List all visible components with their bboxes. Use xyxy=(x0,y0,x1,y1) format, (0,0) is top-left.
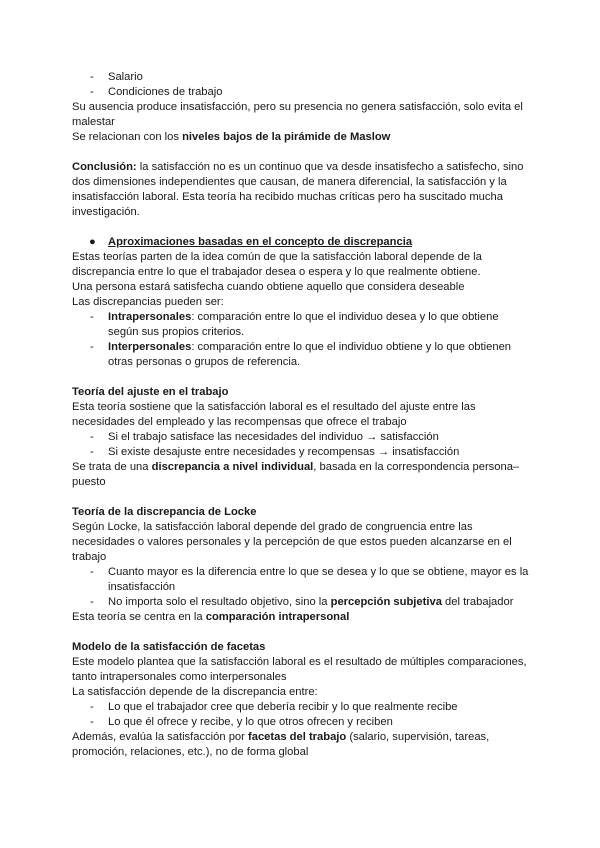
list-item xyxy=(72,445,532,460)
section-title: Modelo de la satisfacción de facetas xyxy=(72,641,266,653)
bold-text: niveles bajos de la pirámide de Maslow xyxy=(182,131,391,143)
list-item xyxy=(72,700,532,715)
dash-bullet: - xyxy=(90,701,94,713)
bullet-dot-icon: ● xyxy=(89,236,96,248)
paragraph xyxy=(72,610,532,625)
list-item-text: Condiciones de trabajo xyxy=(108,86,223,98)
dash-bullet: - xyxy=(90,341,94,353)
list-item-text: : comparación entre lo que el individuo desea y lo que obtiene según sus propios criterios. xyxy=(108,311,499,338)
bold-text: comparación intrapersonal xyxy=(205,611,350,623)
list-item xyxy=(72,430,532,445)
list-item xyxy=(72,310,532,340)
paragraph: Estas teorías parten de la idea común de que la satisfacción laboral depende de la discrepancia entre lo que el trabajador desea o espera y lo que realmente obtiene. xyxy=(72,251,482,278)
paragraph: Esta teoría sostiene que la satisfacción laboral es el resultado del ajuste entre las necesidades del empleado y las recompensas que ofrece el trabajo xyxy=(72,401,476,428)
paragraph: Una persona estará satisfecha cuando obtiene aquello que considera deseable xyxy=(72,281,465,293)
bold-text: percepción subjetiva xyxy=(330,596,442,608)
list-item-text: No importa solo el resultado objetivo, sino la xyxy=(108,596,331,608)
section-heading-text: Aproximaciones basadas en el concepto de discrepancia xyxy=(108,236,413,248)
dash-bullet: - xyxy=(90,71,94,83)
dash-bullet: - xyxy=(90,596,94,608)
dash-bullet: - xyxy=(90,446,94,458)
list-item xyxy=(72,85,532,100)
dash-bullet: - xyxy=(90,86,94,98)
conclusion-label: Conclusión: xyxy=(72,161,137,173)
paragraph xyxy=(72,460,532,490)
list-item xyxy=(72,595,532,610)
list-item-text: Lo que él ofrece y recibe, y lo que otros ofrecen y reciben xyxy=(108,716,393,728)
bold-text: Interpersonales xyxy=(108,341,192,353)
paragraph xyxy=(72,130,532,145)
text: Se relacionan con los xyxy=(72,131,183,143)
dash-bullet: - xyxy=(90,311,94,323)
paragraph: Su ausencia produce insatisfacción, pero su presencia no genera satisfacción, solo evita el malestar xyxy=(72,101,523,128)
list-item xyxy=(72,340,532,370)
document-page xyxy=(72,70,532,760)
text: Se trata de una xyxy=(72,461,152,473)
dash-bullet: - xyxy=(90,431,94,443)
dash-bullet: - xyxy=(90,566,94,578)
conclusion-text: la satisfacción no es un continuo que va desde insatisfecho a satisfecho, sino dos dimensiones independientes que causan, de manera diferencial, la satisfacción y la insatisfacción laboral. Esta teoría ha recibido muchas críticas pero ha suscitado mucha investigación. xyxy=(72,161,524,218)
list-item-text: Salario xyxy=(108,71,143,83)
list-item xyxy=(72,70,532,85)
dash-bullet: - xyxy=(90,716,94,728)
bold-text: facetas del trabajo xyxy=(248,731,347,743)
paragraph: Según Locke, la satisfacción laboral depende del grado de congruencia entre las necesidades o valores personales y la percepción de que estos pueden alcanzarse en el trabajo xyxy=(72,521,512,563)
bold-text: Intrapersonales xyxy=(108,311,192,323)
paragraph: Este modelo plantea que la satisfacción laboral es el resultado de múltiples comparaciones, tanto intrapersonales como interpersonales xyxy=(72,656,527,683)
conclusion-paragraph xyxy=(72,160,532,220)
text: Esta teoría se centra en la xyxy=(72,611,206,623)
list-item-text: Lo que el trabajador cree que debería recibir y lo que realmente recibe xyxy=(108,701,458,713)
paragraph xyxy=(72,730,532,760)
section-title: Teoría del ajuste en el trabajo xyxy=(72,386,229,398)
section-title: Teoría de la discrepancia de Locke xyxy=(72,506,257,518)
paragraph: La satisfacción depende de la discrepancia entre: xyxy=(72,686,318,698)
list-item xyxy=(72,565,532,595)
list-item-text: : comparación entre lo que el individuo obtiene y lo que obtienen otras personas o grupos de referencia. xyxy=(108,341,512,368)
list-item-text: del trabajador xyxy=(441,596,514,608)
paragraph: Las discrepancias pueden ser: xyxy=(72,296,224,308)
list-item-text: Si el trabajo satisface las necesidades del individuo → satisfacción xyxy=(108,431,439,443)
bold-text: discrepancia a nivel individual xyxy=(151,461,314,473)
list-item-text: Cuanto mayor es la diferencia entre lo que se desea y lo que se obtiene, mayor es la insatisfacción xyxy=(108,566,529,593)
text: , basada en la correspondencia persona–puesto xyxy=(72,461,520,488)
section-heading xyxy=(72,235,532,250)
list-item-text: Si existe desajuste entre necesidades y recompensas → insatisfacción xyxy=(108,446,460,458)
list-item xyxy=(72,715,532,730)
text: (salario, supervisión, tareas, promoción, relaciones, etc.), no de forma global xyxy=(72,731,490,758)
text: Además, evalúa la satisfacción por xyxy=(72,731,248,743)
